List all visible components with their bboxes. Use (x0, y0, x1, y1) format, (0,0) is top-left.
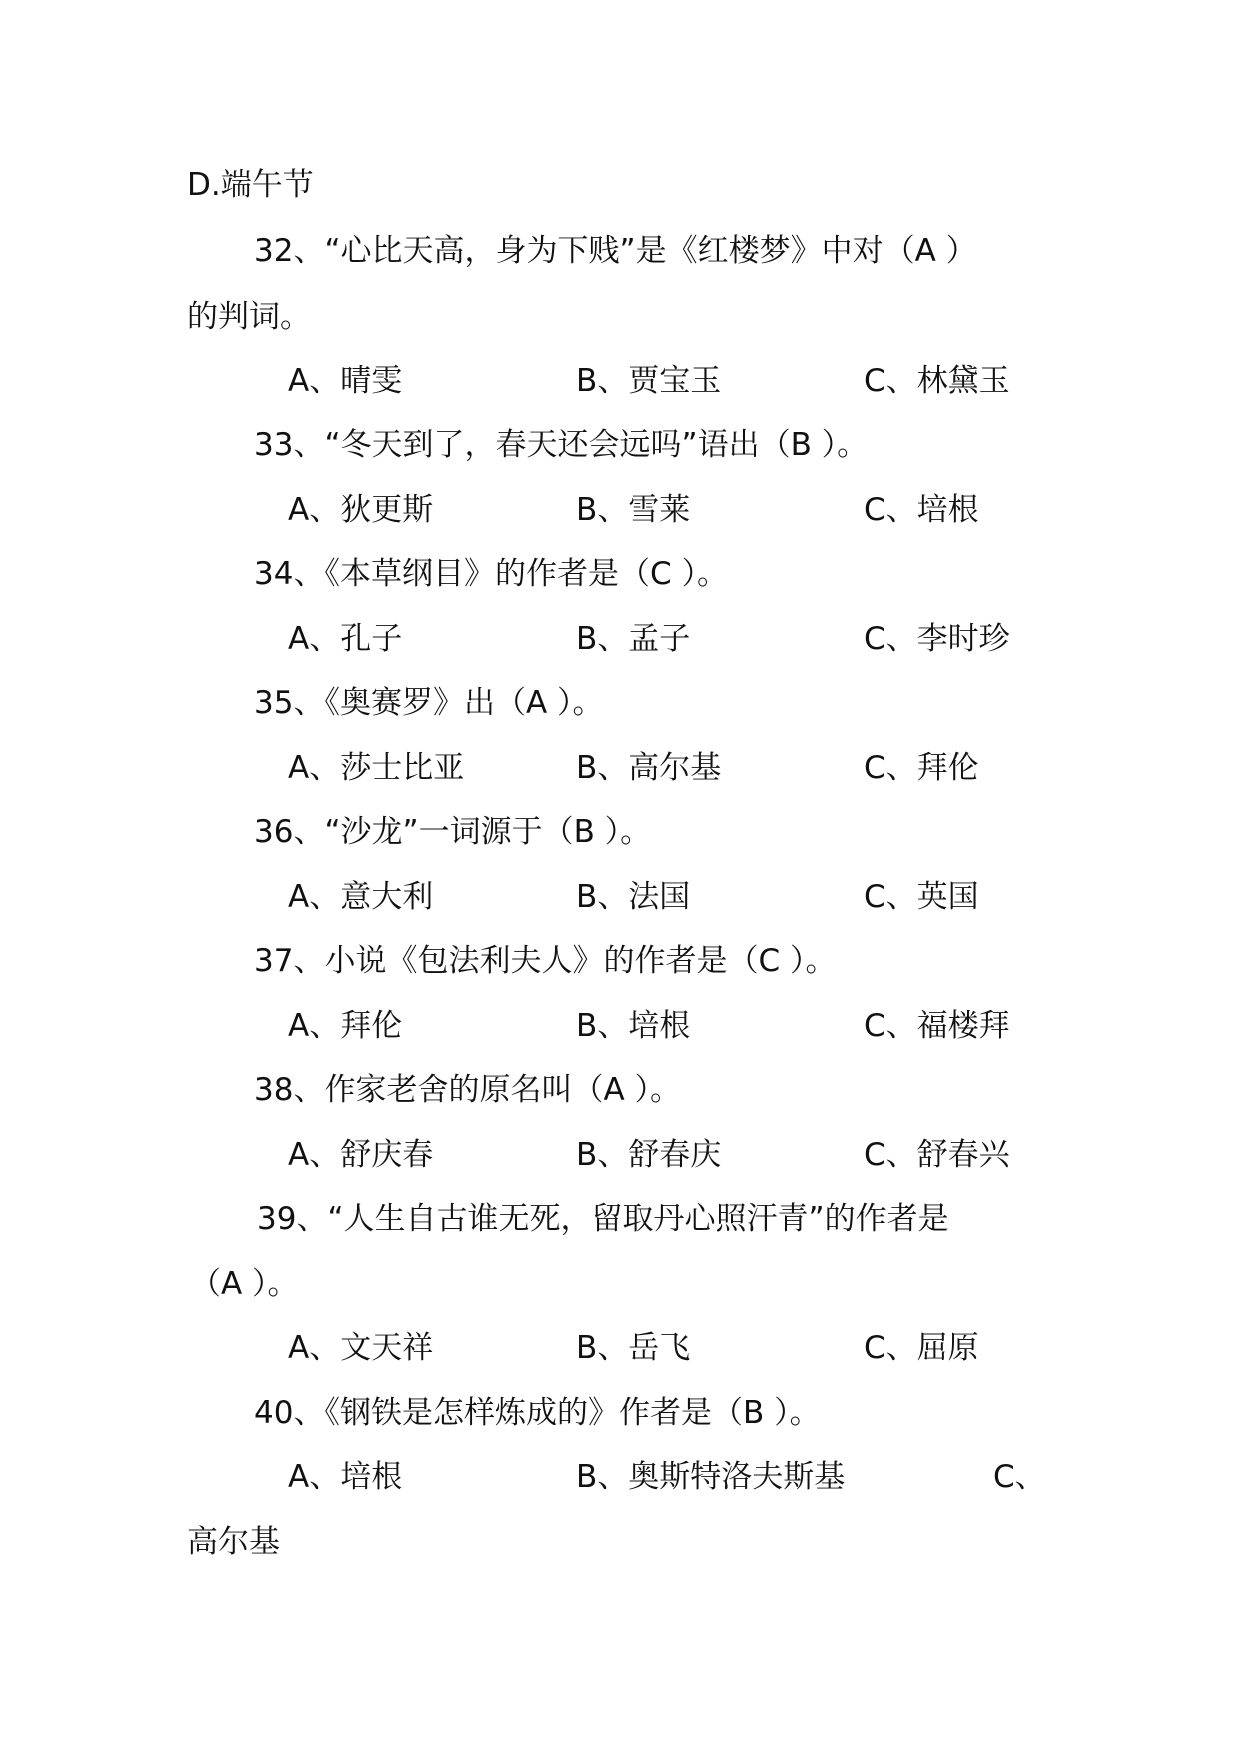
option-b: B、法国 (576, 879, 691, 915)
option-b: B、贾宝玉 (576, 363, 722, 399)
option-a: A、拜伦 (288, 1008, 403, 1044)
option-a: A、孔子 (288, 621, 403, 657)
question-32-cont: 的判词。 (187, 299, 311, 335)
option-c: C、英国 (864, 879, 979, 915)
option-a: A、舒庆春 (288, 1137, 434, 1173)
question-37: 37、小说《包法利夫人》的作者是（C ）。 (254, 943, 837, 979)
option-b: B、孟子 (576, 621, 691, 657)
option-c: C、拜伦 (864, 750, 979, 786)
option-c: C、林黛玉 (864, 363, 1010, 399)
option-b: B、舒春庆 (576, 1137, 722, 1173)
option-b: B、培根 (576, 1008, 691, 1044)
option-b: B、奥斯特洛夫斯基 (576, 1459, 846, 1495)
option-b: B、岳飞 (576, 1330, 691, 1366)
question-33: 33、“冬天到了，春天还会远吗”语出（B ）。 (254, 427, 869, 463)
question-39-cont: （A ）。 (190, 1266, 299, 1302)
option-a: A、文天祥 (288, 1330, 434, 1366)
option-c: C、舒春兴 (864, 1137, 1010, 1173)
question-39: 39、“人生自古谁无死，留取丹心照汗青”的作者是 (257, 1201, 949, 1237)
option-c: C、 (993, 1459, 1046, 1495)
option-b: B、高尔基 (576, 750, 722, 786)
option-a: A、狄更斯 (288, 492, 434, 528)
option-c: C、屈原 (864, 1330, 979, 1366)
question-36: 36、“沙龙”一词源于（B ）。 (254, 814, 652, 850)
option-c-cont: 高尔基 (187, 1524, 280, 1560)
option-c: C、培根 (864, 492, 979, 528)
question-38: 38、作家老舍的原名叫（A ）。 (254, 1072, 682, 1108)
option-c: C、李时珍 (864, 621, 1010, 657)
question-35: 35、《奥赛罗》出（A ）。 (254, 685, 604, 721)
text-line: D.端午节 (187, 167, 314, 203)
question-34: 34、《本草纲目》的作者是（C ）。 (254, 556, 728, 592)
option-a: A、晴雯 (288, 363, 403, 399)
option-b: B、雪莱 (576, 492, 691, 528)
option-a: A、莎士比亚 (288, 750, 465, 786)
question-40: 40、《钢铁是怎样炼成的》作者是（B ）。 (254, 1395, 821, 1431)
option-a: A、意大利 (288, 879, 434, 915)
question-32: 32、“心比天高，身为下贱”是《红楼梦》中对（A ） (254, 233, 977, 269)
option-a: A、培根 (288, 1459, 403, 1495)
option-c: C、福楼拜 (864, 1008, 1010, 1044)
